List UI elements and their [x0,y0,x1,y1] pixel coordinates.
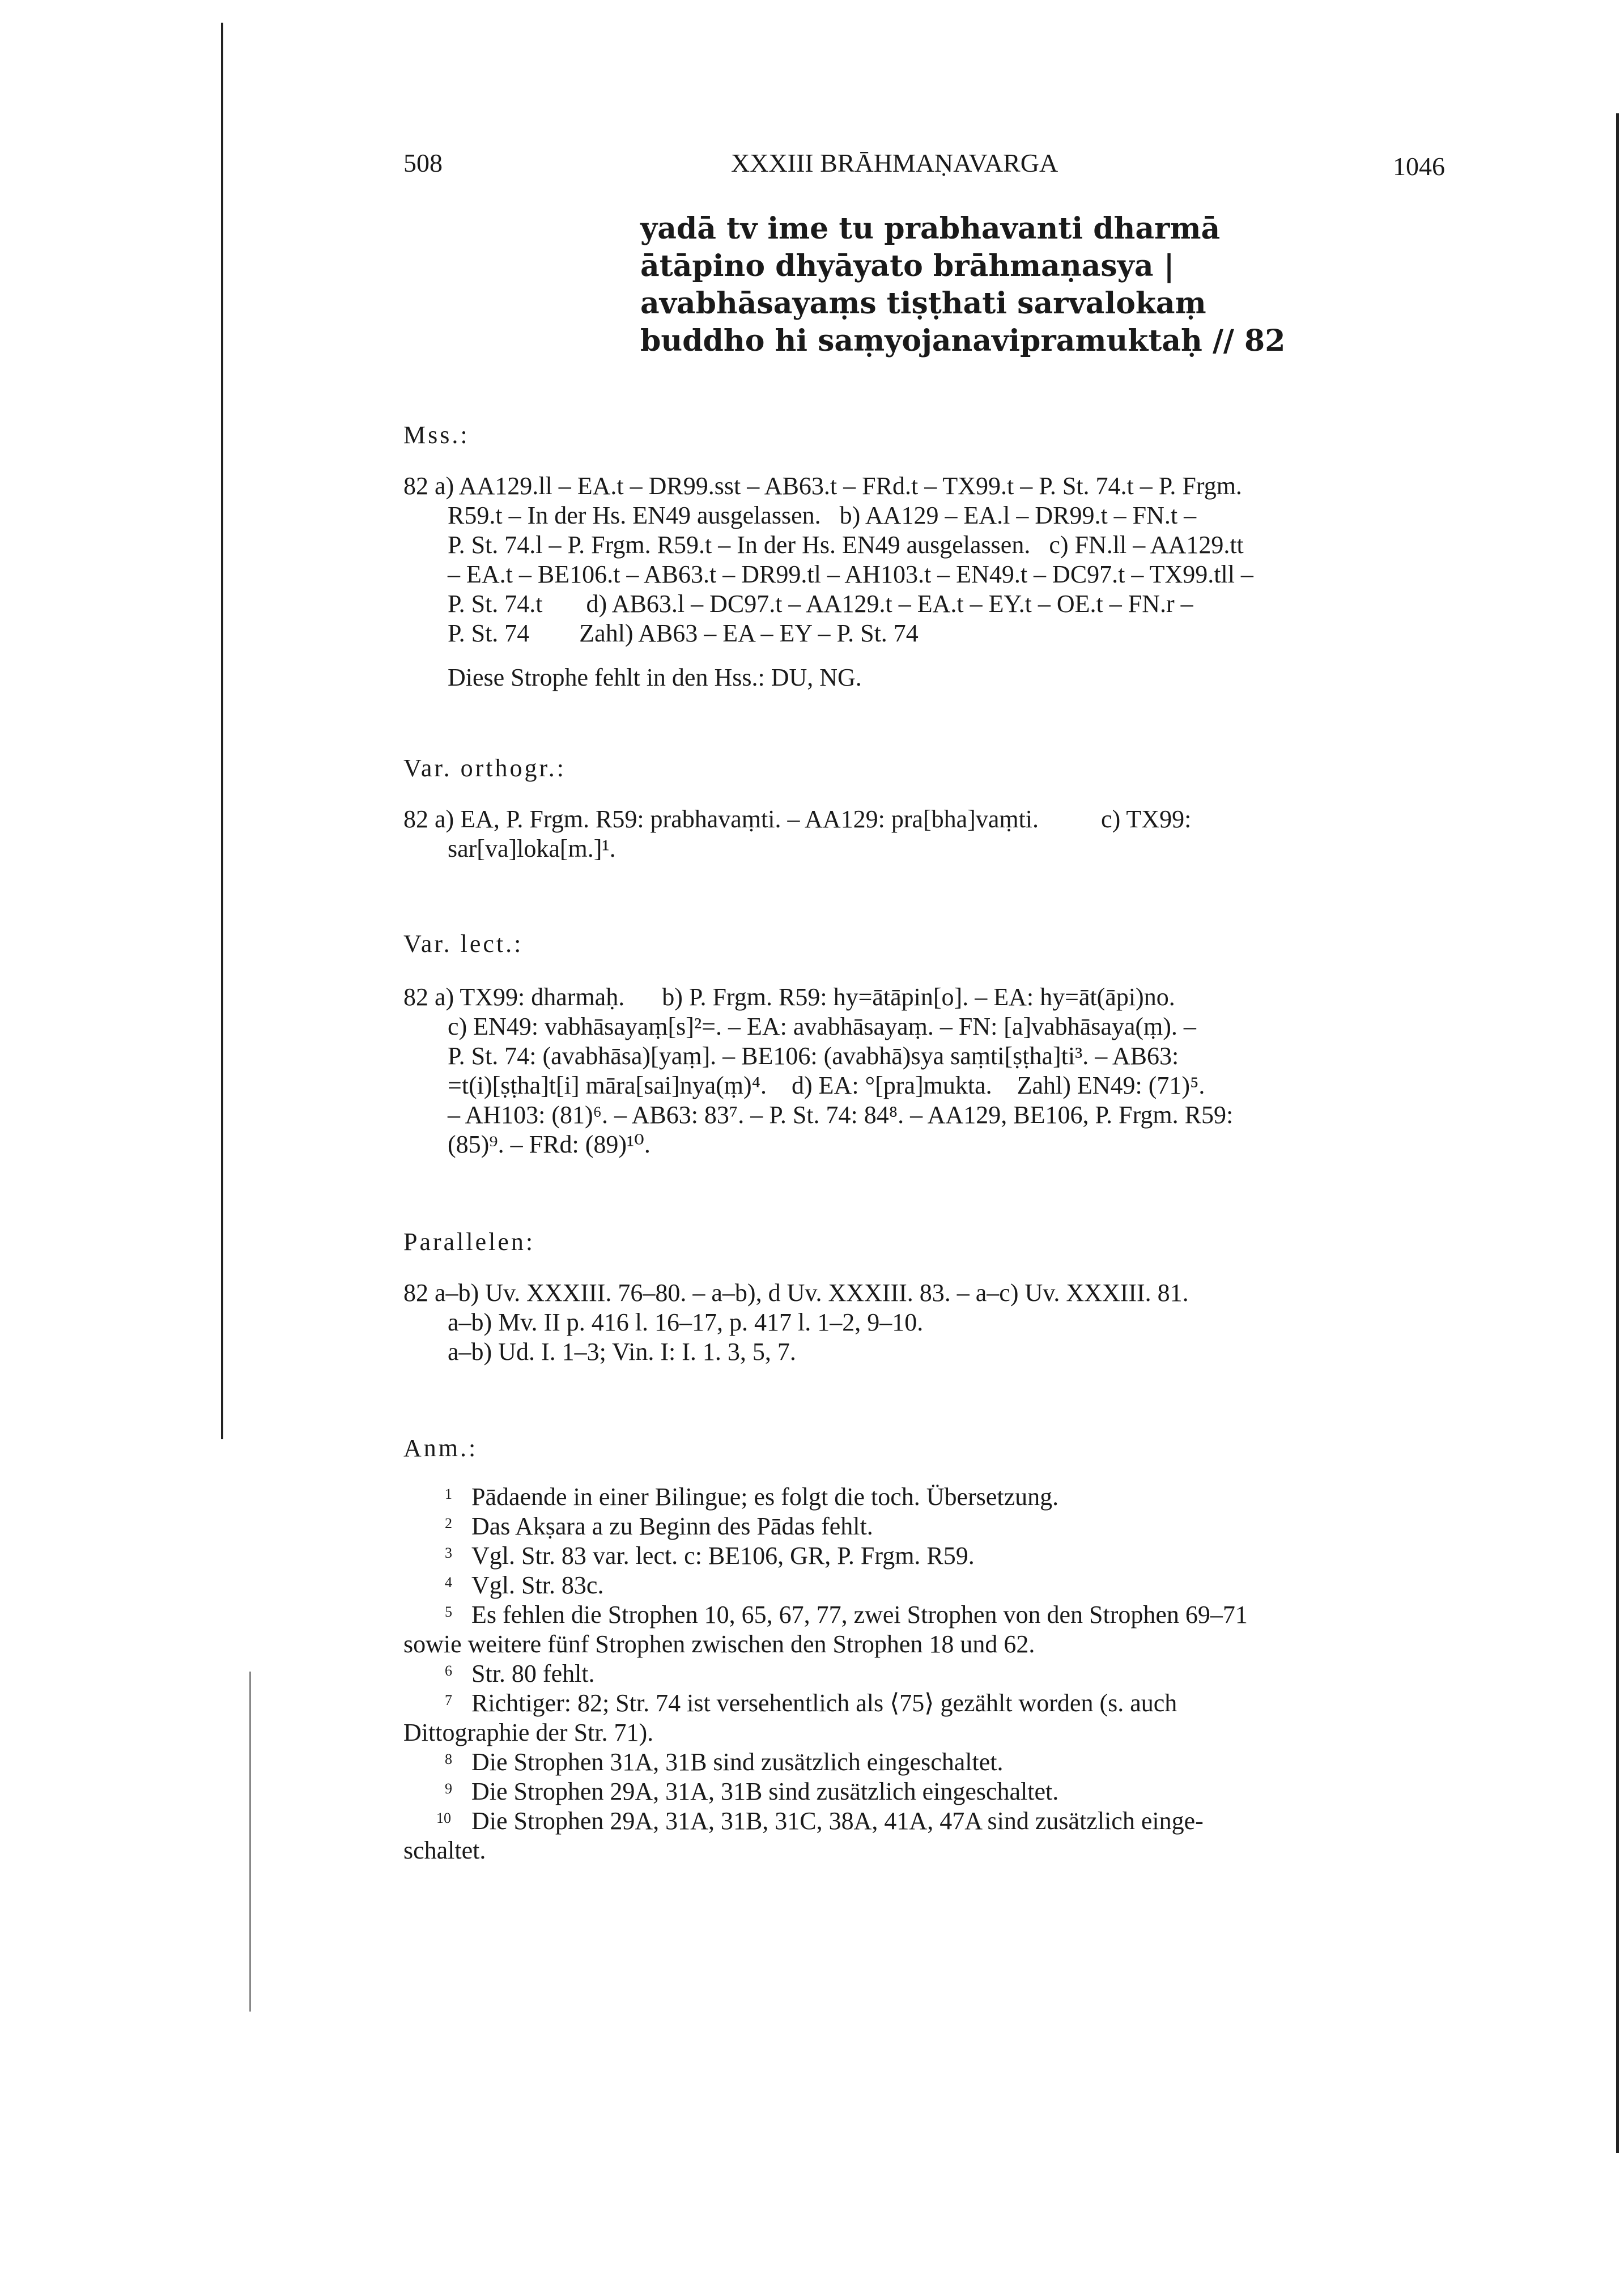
footnote-number: 7 [445,1692,452,1708]
footnote-number: 4 [445,1574,452,1591]
footnote-text: Das Akṣara a zu Beginn des Pādas fehlt. [471,1512,873,1540]
mss-line: 82 a) AA129.ll – EA.t – DR99.sst – AB63.t – FRd.t – TX99.t – P. St. 74.t – P. Frgm. [403,472,1242,500]
left-scan-edge [221,23,223,1439]
footnote-text: Vgl. Str. 83c. [471,1571,604,1599]
footnote-text: Es fehlen die Strophen 10, 65, 67, 77, zwei Strophen von den Strophen 69–71 [471,1601,1248,1629]
mss-line: – EA.t – BE106.t – AB63.t – DR99.tl – AH103.t – EN49.t – DC97.t – TX99.tll – [448,560,1253,588]
parallel-line: a–b) Mv. II p. 416 l. 16–17, p. 417 l. 1–2, 9–10. [448,1308,924,1336]
lect-line: (85)⁹. – FRd: (89)¹⁰. [448,1130,651,1158]
section-heading-mss: Mss.: [403,421,470,449]
footnote-text: Die Strophen 31A, 31B sind zusätzlich eingeschaltet. [471,1748,1004,1776]
parallel-line: 82 a–b) Uv. XXXIII. 76–80. – a–b), d Uv. XXXIII. 83. – a–c) Uv. XXXIII. 81. [403,1279,1189,1307]
footnote-number: 3 [445,1545,452,1561]
orthogr-line: 82 a) EA, P. Frgm. R59: prabhavaṃti. – AA129: pra[bha]vaṃti. c) TX99: [403,805,1192,833]
mss-line: P. St. 74.l – P. Frgm. R59.t – In der Hs. EN49 ausgelassen. c) FN.ll – AA129.tt [448,531,1244,559]
right-scan-edge [1616,113,1619,2153]
verse-line: avabhāsayaṃs tiṣṭhati sarvalokaṃ [640,286,1206,321]
running-title: XXXIII BRĀHMAṆAVARGA [731,148,1058,177]
footnote-text: Vgl. Str. 83 var. lect. c: BE106, GR, P. Frgm. R59. [471,1542,975,1570]
verse-line: yadā tv ime tu prabhavanti dharmā [640,211,1221,246]
footnote-number: 1 [445,1486,452,1502]
footnote-number: 6 [445,1663,452,1679]
left-scan-edge-lower [249,1672,251,2012]
page-number-left: 508 [403,148,443,177]
lect-line: 82 a) TX99: dharmaḥ. b) P. Frgm. R59: hy=ātāpin[o]. – EA: hy=āt(āpi)no. [403,983,1175,1011]
footnote-number: 8 [445,1751,452,1767]
footnote-number: 2 [445,1515,452,1532]
lect-line: c) EN49: vabhāsayaṃ[s]²=. – EA: avabhāsayaṃ. – FN: [a]vabhāsaya(ṃ). – [448,1013,1196,1040]
parallel-line: a–b) Ud. I. 1–3; Vin. I: I. 1. 3, 5, 7. [448,1338,796,1366]
mss-line: R59.t – In der Hs. EN49 ausgelassen. b) AA129 – EA.l – DR99.t – FN.t – [448,501,1197,529]
footnote-text: Richtiger: 82; Str. 74 ist versehentlich als ⟨75⟩ gezählt worden (s. auch [471,1689,1177,1717]
footnote-text: Pādaende in einer Bilingue; es folgt die toch. Übersetzung. [471,1483,1059,1511]
verse-line: buddho hi saṃyojanavipramuktaḥ // 82 [640,324,1286,358]
page-number-right: 1046 [1393,152,1445,181]
lect-line: – AH103: (81)⁶. – AB63: 83⁷. – P. St. 74: 84⁸. – AA129, BE106, P. Frgm. R59: [448,1101,1234,1129]
verse-line: ātāpino dhyāyato brāhmaṇasya | [640,249,1175,283]
footnote-continuation: sowie weitere fünf Strophen zwischen den Strophen 18 und 62. [403,1630,1035,1658]
footnote-number: 5 [445,1604,452,1620]
mss-note: Diese Strophe fehlt in den Hss.: DU, NG. [448,664,862,691]
footnote-number: 9 [445,1780,452,1797]
lect-line: =t(i)[ṣṭha]t[i] māra[sai]nya(ṃ)⁴. d) EA: °[pra]mukta. Zahl) EN49: (71)⁵. [448,1072,1205,1099]
footnote-text: Die Strophen 29A, 31A, 31B sind zusätzlich eingeschaltet. [471,1778,1059,1805]
footnote-number: 10 [436,1810,451,1826]
lect-line: P. St. 74: (avabhāsa)[yaṃ]. – BE106: (avabhā)sya saṃti[ṣṭha]ti³. – AB63: [448,1042,1179,1070]
footnote-text: Str. 80 fehlt. [471,1660,595,1687]
footnote-continuation: Dittographie der Str. 71). [403,1719,654,1746]
section-heading-parallelen: Parallelen: [403,1228,535,1256]
footnote-continuation: schaltet. [403,1836,486,1864]
section-heading-anm: Anm.: [403,1434,478,1462]
footnote-text: Die Strophen 29A, 31A, 31B, 31C, 38A, 41A, 47A sind zusätzlich einge- [471,1807,1204,1835]
section-heading-orthogr: Var. orthogr.: [403,754,566,782]
orthogr-line: sar[va]loka[m.]¹. [448,835,616,862]
mss-line: P. St. 74.t d) AB63.l – DC97.t – AA129.t – EA.t – EY.t – OE.t – FN.r – [448,590,1193,618]
section-heading-lect: Var. lect.: [403,930,524,958]
mss-line: P. St. 74 Zahl) AB63 – EA – EY – P. St. 74 [448,619,919,647]
